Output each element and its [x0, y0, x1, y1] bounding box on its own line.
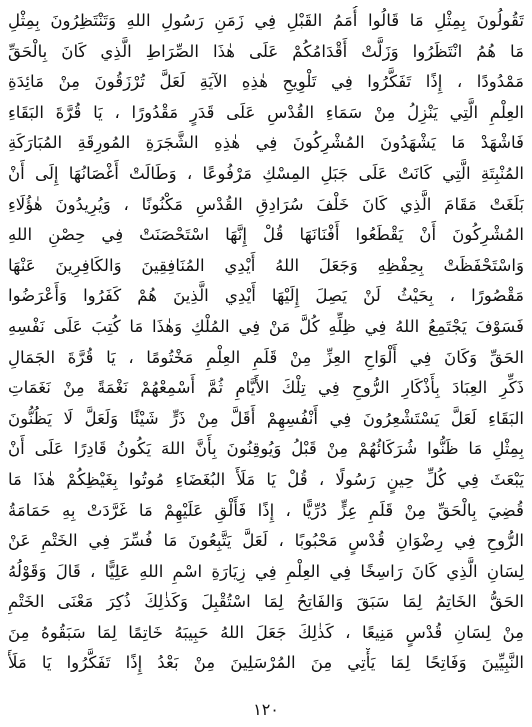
text-line: يَبْعَثَ فِي كُلِّ حِينٍ رَسُولًا ، قُلْ يَا مَلَأَ البُغَضَاءِ مُوتُوا بِغَيْظِكُمْ هٰذَا مَا: [8, 469, 524, 489]
text-line: قُضِيَ بِالْحَقِّ مِنْ قَلَمِ عِزٍّ دُرِّيًّا ، إِذًا فَأَلْقِ عَلَيْهِمْ مَا غَرَّدَتْ بِهِ حَمَامَةُ: [8, 500, 524, 520]
text-line: بَلَغَتْ مَقَامَ الَّذِي كَانَ خَلْفَ سُرَادِقِ القُدْسِ مَكْنُونًا ، وَيُرِيدُونَ هٰؤُلَاءِ: [8, 194, 524, 214]
arabic-text-block: [8, 6, 524, 679]
text-line: مِنْ لِسَانِ قُدْسٍ مَنِيعًا ، كَذٰلِكَ جَعَلَ اللهُ حَبِيبَهُ خَاتِمًا لِمَا سَبَقُوهُ مِنَ: [8, 622, 524, 642]
text-line: المُنْبِتَةِ الَّتِي كَانَتْ عَلَى جَبَلِ المِسْكِ مَرْفُوعًا ، وَطَالَتْ أَغْصَانُهَا إِلَى أَنْ: [8, 163, 524, 183]
text-line: تَقُولُونَ بِمِثْلِ مَا قَالُوا أُمَمُ القَبْلِ فِي زَمَنِ رَسُولِ اللهِ وَتَنْتَظِرُونَ بِمِثْلِ: [8, 11, 524, 30]
text-line: فَسَوْفَ يَجْتَمِعُ اللهُ فِي ظِلِّهِ كُلَّ مَنْ فِي المُلْكِ وَهٰذَا مَا كُتِبَ عَلَى نَفْسِهِ: [8, 316, 524, 336]
text-line: مَقْصُورًا ، بِحَيْثُ لَنْ يَصِلَ إِلَيْهَا أَيْدِي الَّذِينَ هُمْ كَفَرُوا وَأَعْرَضُوا: [8, 286, 524, 306]
text-line: الحَقُّ الخَاتِمُ لِمَا سَبَقَ وَالفَاتِحُ لِمَا اسْتُقْبِلَ وَكَذٰلِكَ ذُكِرَ مَعْنَى الخَتْمِ: [8, 592, 524, 612]
text-line: الحَقِّ وَكَانَ فِي أَلْوَاحِ العِزِّ مِنْ قَلَمِ العِلْمِ مَخْتُومًا ، يَا قُرَّةَ الجَمَالِ: [8, 347, 524, 367]
text-line: النَّبِيِّينَ وَفَاتِحًا لِمَا يَأْتِي مِنَ المُرْسَلِينَ مِنْ بَعْدُ إِذًا تَفَكَّرُوا يَا مَلَأَ: [8, 653, 524, 673]
page-number: ١٢٠: [253, 700, 279, 719]
text-line: فَاشْهَدْ مَا يَشْهَدُونَ المُشْرِكُونَ فِي هٰذِهِ الشَّجَرَةِ المُورِقَةِ المُبَارَكَةِ: [8, 133, 524, 153]
text-line: ذَكِّرِ العِبَادَ بِأَذْكَارِ الرُّوحِ فِي تِلْكَ الأَيَّامِ ثُمَّ أَسْمِعْهُمْ نَغْمَةً مِنْ نَغَمَاتِ: [8, 378, 524, 398]
text-line: بِمِثْلِ مَا ظَنُّوا شُرَكَائُهُمْ مِنْ قَبْلُ وَيُوقِنُونَ بِأَنَّ اللهَ يَكُونُ قَادِرًا عَلَى أَنْ: [8, 439, 524, 459]
text-line: وَاسْتَحْفَظَتْ بِحِفْظِهِ وَجَعَلَ اللهُ أَيْدِي المُنَافِقِينَ وَالكَافِرِينَ عَنْهَا: [8, 255, 524, 275]
text-line: المُشْرِكُونَ أَنْ يَقْطَعُوا أَفْنَانَهَا قُلْ إِنَّهَا اسْتَحْصَنَتْ فِي حِصْنِ اللهِ: [8, 225, 524, 245]
text-line: الرُّوحِ فِي رِضْوَانِ قُدْسٍ مَحْبُوبًا ، لَعَلَّ يَتَّبِعُونَ مَا فُسِّرَ فِي الخَتْمِ عَنْ: [8, 531, 524, 551]
text-line: العِلْمِ الَّتِي يَنْزِلُ مِنْ سَمَاءِ القُدْسِ عَلَى قَدَرٍ مَقْدُورًا ، يَا قُرَّةَ البَقَاءِ: [8, 102, 524, 122]
text-line: مَمْدُودًا ، إِذًا تَفَكَّرُوا فِي تَلْوِيحِ هٰذِهِ الآيَةِ لَعَلَّ تُرْزَقُونَ مِنْ مَائِدَةِ: [8, 72, 524, 92]
text-line: البَقَاءِ لَعَلَّ يَسْتَشْعِرُونَ فِي أَنْفُسِهِمْ أَقَلَّ مِنْ ذَرٍّ شَيْئًا وَلَعَلَّ لَا يَظُنُّونَ: [8, 408, 524, 428]
text-line: لِسَانِ الَّذِي كَانَ رَاسِخًا فِي العِلْمِ فِي زِيَارَةِ اسْمِ اللهِ عَلِيًّا ، قَالَ وَقَوْلُهُ: [8, 561, 524, 581]
text-line: مَا هُمُ انْتَظَرُوا وَزَلَّتْ أَقْدَامُكُمْ عَلَى هٰذَا الصِّرَاطِ الَّذِي كَانَ بِالْحَقِّ: [8, 41, 524, 61]
